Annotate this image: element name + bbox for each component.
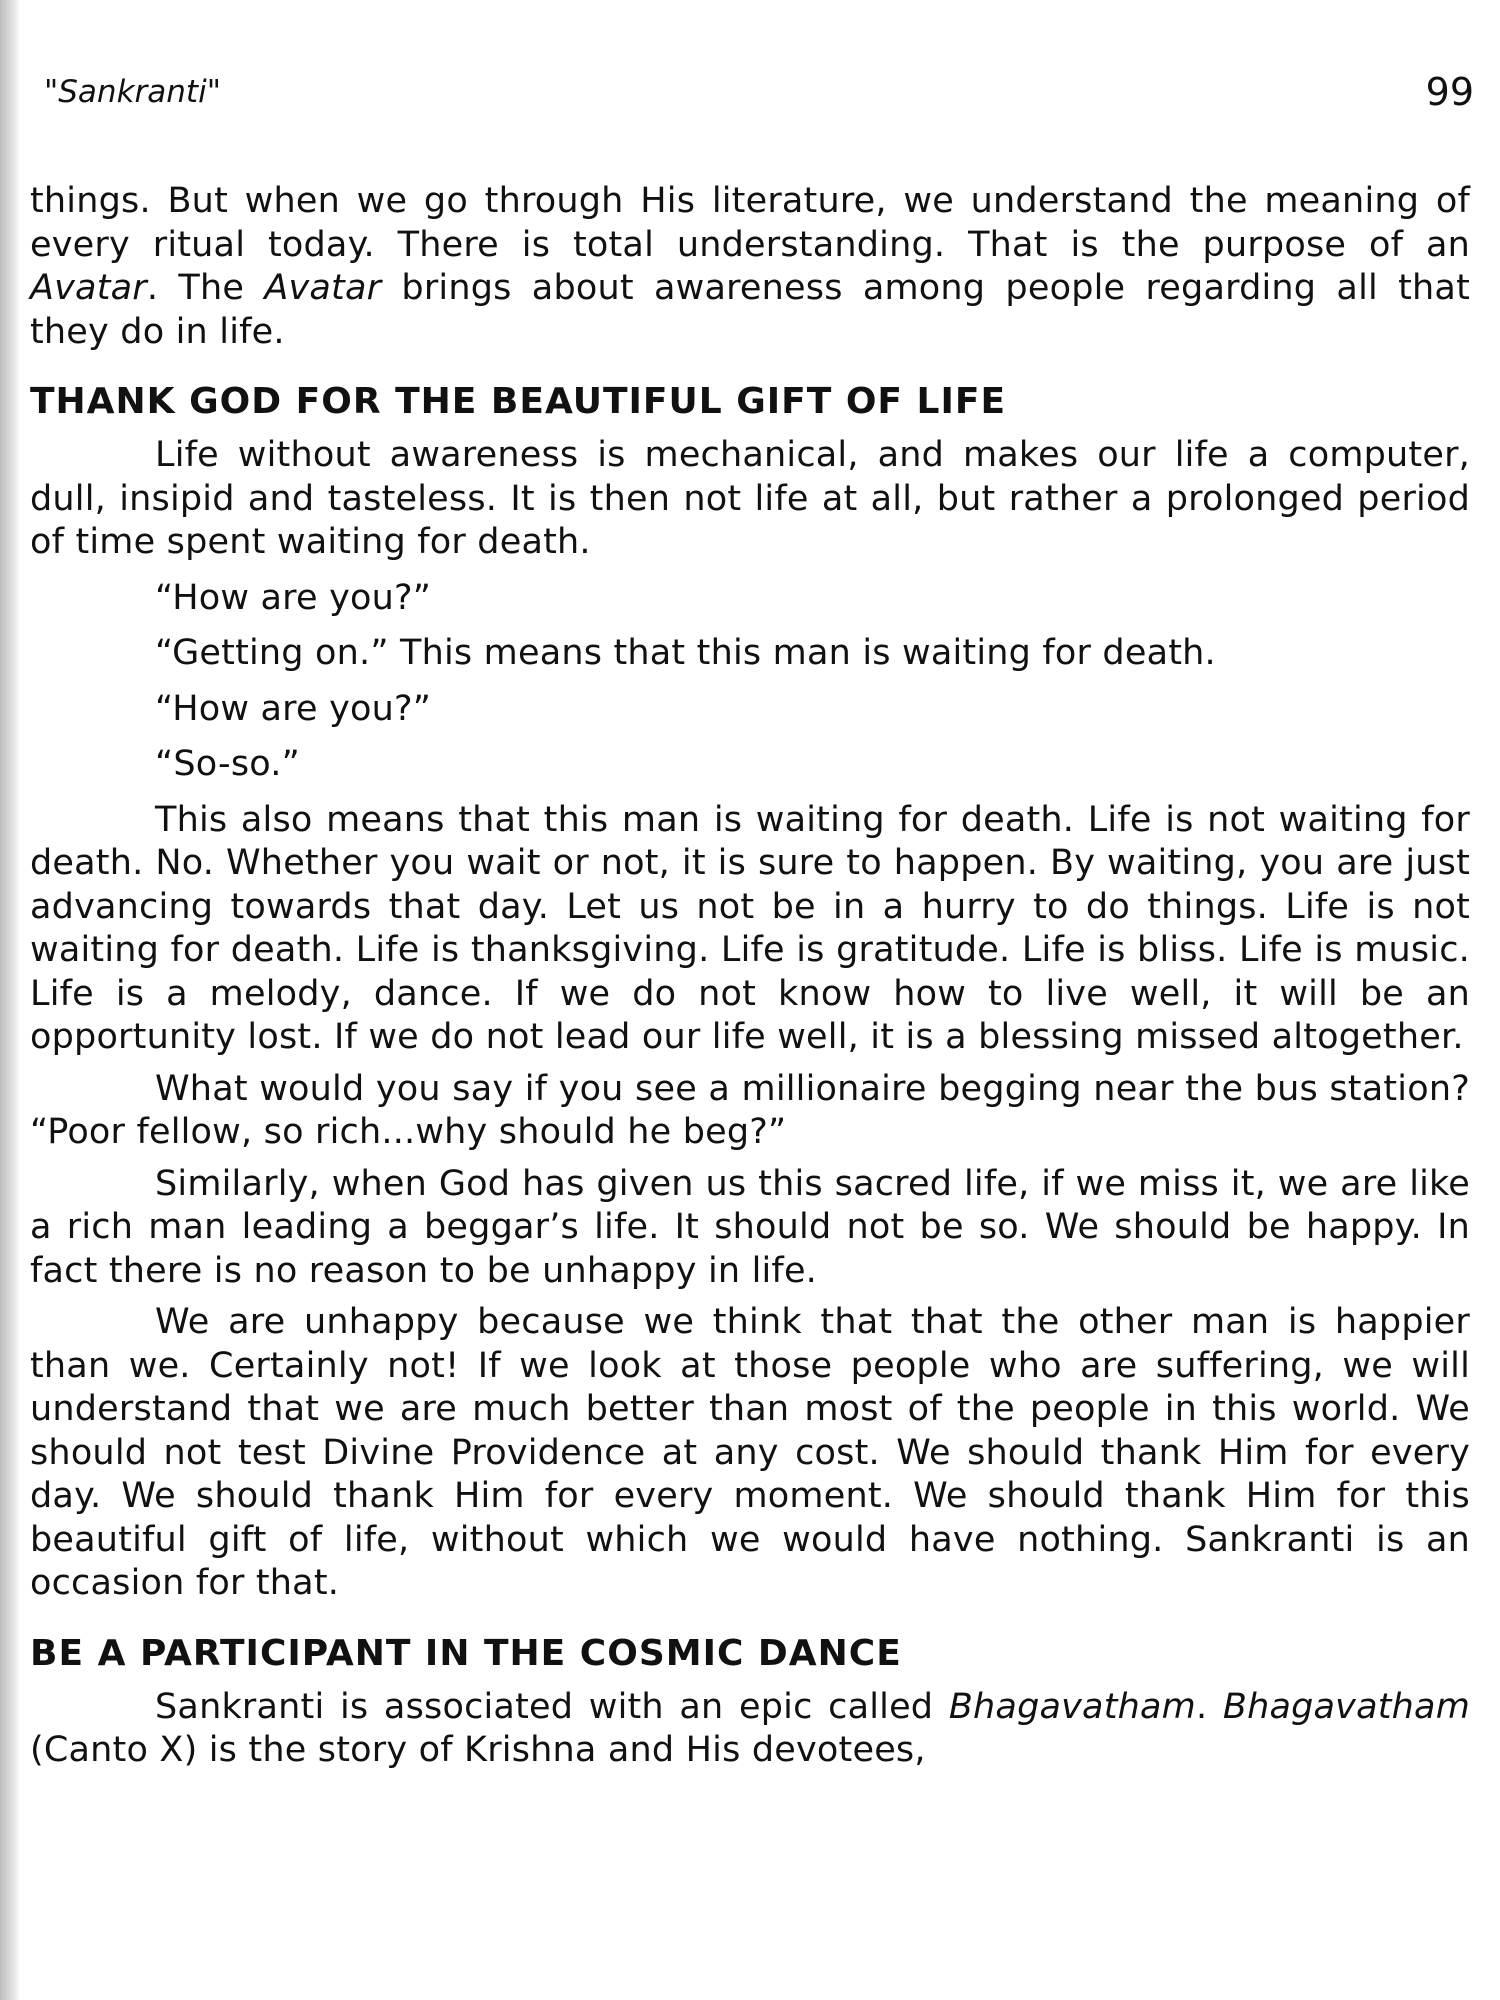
paragraph-6: We are unhappy because we think that that the other man is happier than we. Certainly not! If we look at those people who are suffering, we will understand that we are much better than most of the people in this world. We should not test Divine Providence at any cost. We should thank Him for every day. We should thank Him for every moment. We should thank Him for this beautiful gift of life, without which we would have nothing. Sankranti is an occasion for that. <box>30 1302 1470 1603</box>
page-header <box>44 70 1474 124</box>
paragraph-text: . The <box>146 268 265 308</box>
section-heading-2: BE A PARTICIPANT IN THE COSMIC DANCE <box>30 1632 902 1674</box>
paragraph-1 <box>30 180 1470 354</box>
paragraph-7 <box>30 1686 1470 1773</box>
dialogue-line-2: “Getting on.” This means that this man is waiting for death. <box>155 633 1216 673</box>
page-body <box>30 180 1470 1773</box>
paragraph-4: What would you say if you see a millionaire begging near the bus station? “Poor fellow, so rich...why should he beg?” <box>30 1068 1470 1152</box>
paragraph-text: . <box>1195 1686 1223 1727</box>
paragraph-5: Similarly, when God has given us this sacred life, if we miss it, we are like a rich man leading a beggar’s life. It should not be so. We should be happy. In fact there is no reason to be unhappy in life. <box>30 1163 1470 1291</box>
dialogue-line-4: “So-so.” <box>155 744 300 784</box>
paragraph-text: (Canto X) is the story of Krishna and His devotees, <box>30 1730 926 1770</box>
paragraph-2: Life without awareness is mechanical, and makes our life a computer, dull, insipid and tasteless. It is then not life at all, but rather a prolonged period of time spent waiting for death. <box>30 435 1470 562</box>
paragraph-text: brings about awareness among people regarding all that they do in life. <box>30 268 1471 352</box>
emphasis-bhagavatham: Bhagavatham <box>948 1686 1196 1727</box>
page-gutter-shadow <box>0 0 20 2000</box>
dialogue-line-1: “How are you?” <box>155 577 432 618</box>
paragraph-3: This also means that this man is waiting for death. Life is not waiting for death. No. Whether you wait or not, it is sure to happen. By waiting, you are just advancing towards that day. Let us not be in a hurry to do things. Life is not waiting for death. Life is thanksgiving. Life is gratitude. Life is bliss. Life is music. Life is a melody, dance. If we do not know how to live well, it will be an opportunity lost. If we do not lead our life well, it is a blessing missed altogether. <box>30 799 1470 1057</box>
emphasis-avatar: Avatar <box>30 268 147 308</box>
emphasis-bhagavatham: Bhagavatham <box>1222 1686 1470 1727</box>
paragraph-text: things. But when we go through His literature, we understand the meaning of every ritual today. There is total understanding. That is the purpose of an <box>30 181 1470 265</box>
section-heading-1: THANK GOD FOR THE BEAUTIFUL GIFT OF LIFE <box>30 381 1007 422</box>
running-head: "Sankranti" <box>44 74 221 110</box>
paragraph-text: Sankranti is associated with an epic called <box>155 1686 949 1727</box>
dialogue-line-3: “How are you?” <box>155 688 432 729</box>
page-number: 99 <box>1425 70 1474 114</box>
emphasis-avatar: Avatar <box>264 268 382 308</box>
